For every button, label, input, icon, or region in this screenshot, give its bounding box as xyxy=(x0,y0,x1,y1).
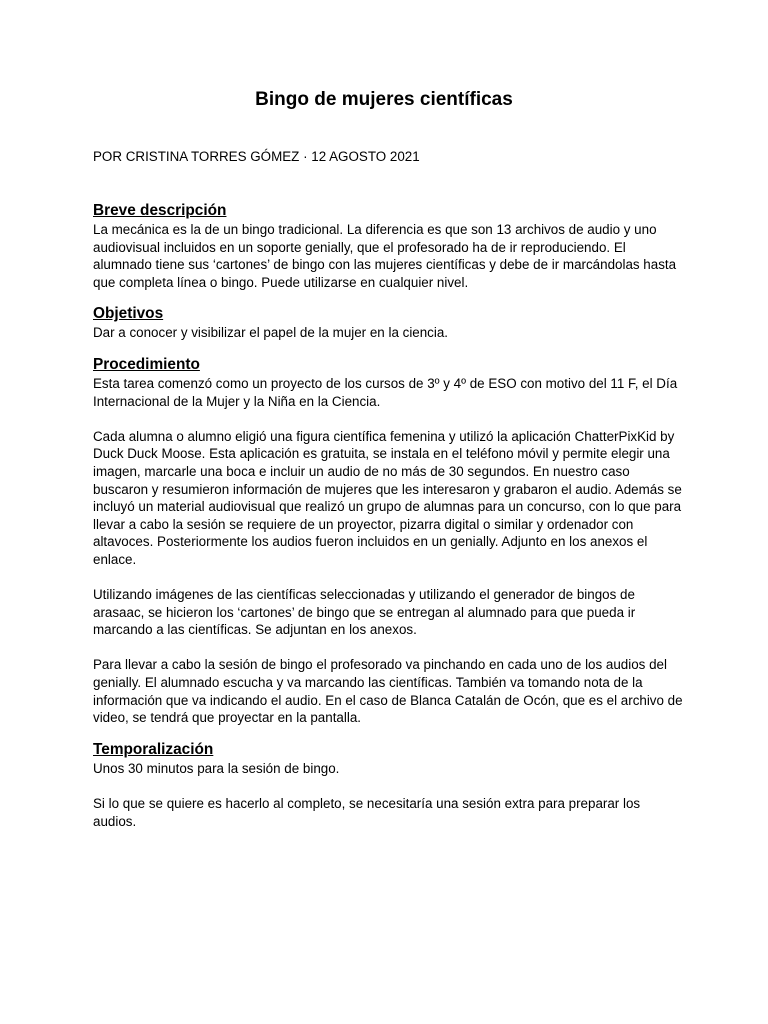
section-paragraph: Esta tarea comenzó como un proyecto de los cursos de 3º y 4º de ESO con motivo del 11 F, el Día Internacional de la Mujer y la Niña en la Ciencia. xyxy=(93,375,678,409)
section-heading: Temporalización xyxy=(93,740,214,758)
section-heading: Objetivos xyxy=(93,305,164,323)
section-paragraph: Si lo que se quiere es hacerlo al completo, se necesitaría una sesión extra para preparar los audios. xyxy=(93,796,641,829)
section-paragraph: Dar a conocer y visibilizar el papel de la mujer en la ciencia. xyxy=(93,325,449,341)
section-paragraph: Unos 30 minutos para la sesión de bingo. xyxy=(93,760,340,776)
author-date-byline: POR CRISTINA TORRES GÓMEZ · 12 AGOSTO 2021 xyxy=(93,149,420,164)
section-breve-descripcion xyxy=(93,201,683,291)
section-paragraph: Para llevar a cabo la sesión de bingo el profesorado va pinchando en cada uno de los audios del genially. El alumnado escucha y va marcando las científicas. También va tomando nota de la información que va indicando el audio. En el caso de Blanca Catalán de Ocón, que es el archivo de video, se tendrá que proyectar en la pantalla. xyxy=(93,657,683,726)
section-objetivos xyxy=(93,304,683,342)
section-paragraph: Utilizando imágenes de las científicas seleccionadas y utilizando el generador de bingos de arasaac, se hicieron los ‘cartones’ de bingo que se entregan al alumnado para que pueda ir marcando a las científicas. Se adjuntan en los anexos. xyxy=(93,587,636,638)
section-heading: Breve descripción xyxy=(93,202,227,219)
section-paragraph: Cada alumna o alumno eligió una figura científica femenina y utilizó la aplicación ChatterPixKid by Duck Duck Moose. Esta aplicación es gratuita, se instala en el teléfono móvil y permite elegir una imagen, marcarle una boca e incluir un audio de no más de 30 segundos. En nuestro caso buscaron y resumieron información de mujeres que les interesaron y grabaron el audio. Además se incluyó un material audiovisual que realizó un grupo de alumnas para un concurso, con lo que para llevar a cabo la sesión se requiere de un proyector, pizarra digital o similar y ordenador con altavoces. Posteriormente los audios fueron incluidos en un genially. Adjunto en los anexos el enlace. xyxy=(93,428,682,567)
section-procedimiento xyxy=(93,355,683,727)
document-body xyxy=(93,201,683,843)
section-temporalizacion xyxy=(93,740,683,830)
section-paragraph: La mecánica es la de un bingo tradicional. La diferencia es que son 13 archivos de audio y uno audiovisual incluidos en un soporte genially, que el profesorado ha de ir reproduciendo. El alumnado tiene sus ‘cartones’ de bingo con las mujeres científicas y debe de ir marcándolas hasta que completa línea o bingo. Puede utilizarse en cualquier nivel. xyxy=(93,222,677,290)
document-title: Bingo de mujeres científicas xyxy=(255,89,513,110)
section-heading: Procedimiento xyxy=(93,355,200,373)
